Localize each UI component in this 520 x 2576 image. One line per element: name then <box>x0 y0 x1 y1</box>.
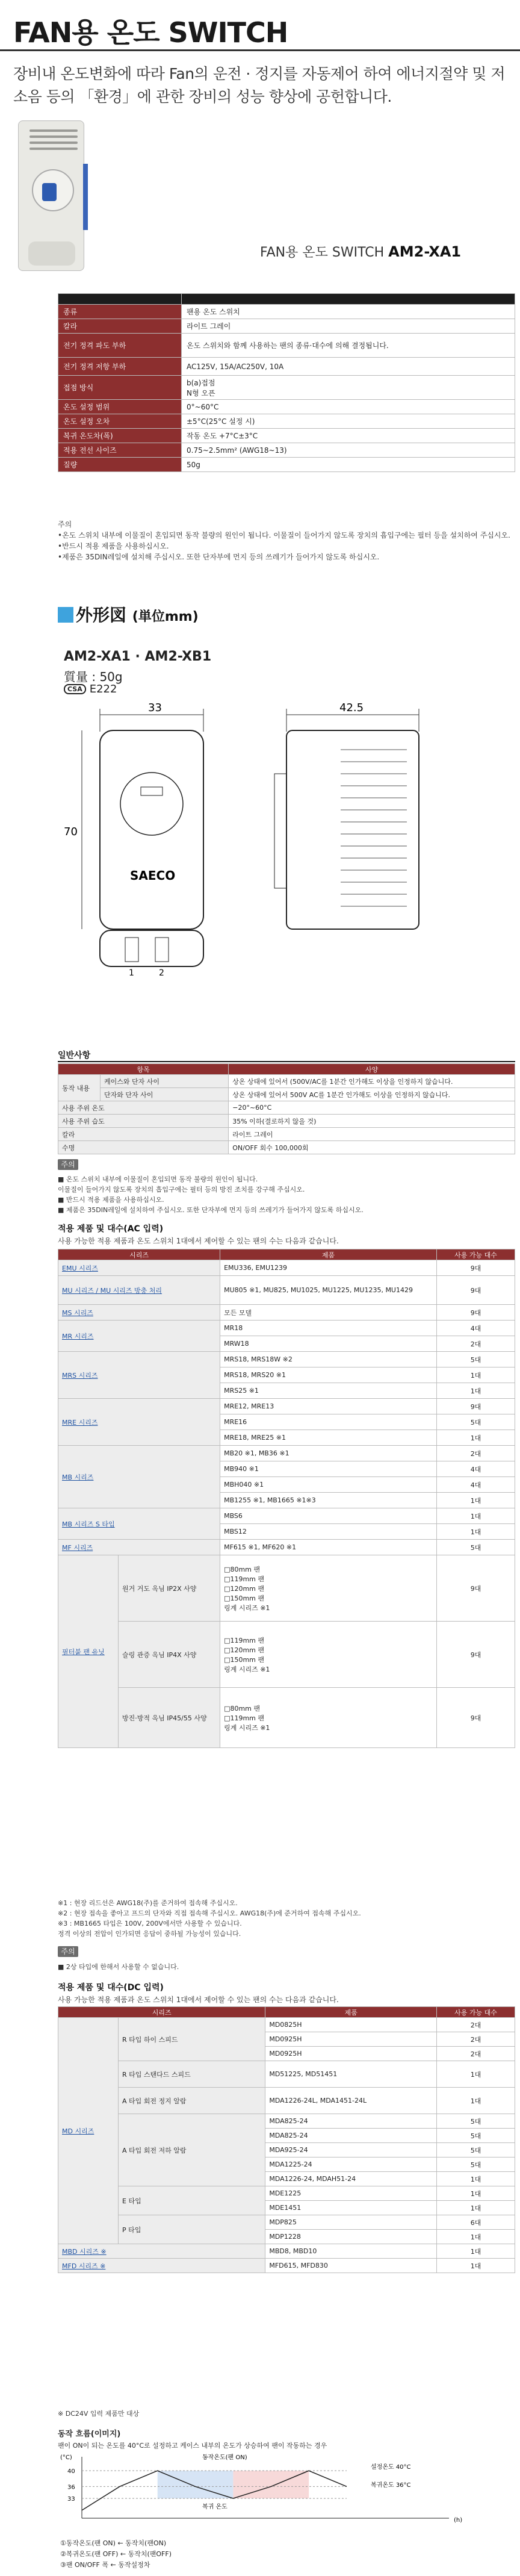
product-cell: MDE1451 <box>265 2201 437 2215</box>
product-cell: MRE18, MRE25 ※1 <box>220 1430 437 1446</box>
legend-item: ②복귀온도(팬 OFF) ← 동작치(팬OFF) <box>60 2550 172 2558</box>
table-row <box>58 2114 515 2129</box>
terminal-label-2: 2 <box>159 968 164 978</box>
vent-slot <box>29 135 78 138</box>
x-axis-label: (h) <box>454 2517 463 2524</box>
spec-value: 작동 온도 +7°C±3°C <box>182 429 515 443</box>
product-cell: MR18 <box>220 1321 437 1336</box>
series-link[interactable]: EMU 시리즈 <box>58 1260 220 1276</box>
caution-item: 이물질이 들어가지 않도록 장치의 흡입구에는 필터 등의 방진 조치를 강구해 주십시오. <box>58 1186 305 1193</box>
count-cell: 1대 <box>437 2230 515 2244</box>
spec-value: 라이트 그레이 <box>182 319 515 334</box>
count-cell: 9대 <box>437 1622 515 1688</box>
series-link[interactable]: MD 시리즈 <box>58 2018 119 2244</box>
product-cell: MBH040 ※1 <box>220 1477 437 1493</box>
count-cell: 1대 <box>437 2186 515 2201</box>
count-cell: 1대 <box>437 1524 515 1540</box>
series-link[interactable]: MFD 시리즈 ※ <box>58 2259 265 2273</box>
product-cell: MDA925-24 <box>265 2143 437 2158</box>
ac-caution-text: ■ 2상 타입에 한해서 사용할 수 없습니다. <box>58 1963 179 1971</box>
count-cell: 2대 <box>437 2032 515 2047</box>
caution-badge: 주의 <box>58 1159 78 1170</box>
group-cell: 방진·방적 옥님 IP45/55 사양 <box>119 1688 220 1748</box>
row-value: ON/OFF 회수 100,000회 <box>229 1141 515 1154</box>
row-value: 상온 상태에 있어서 500V AC를 1분간 인가해도 이상을 인정하지 않습니다. <box>229 1088 515 1101</box>
spec-key: 전기 정격 파도 부하 <box>58 334 182 358</box>
footnote: ※3 : MB1665 타입은 100V, 200V에서만 사용할 수 있습니다. <box>58 1920 242 1927</box>
col-header: 제품 <box>220 1249 437 1260</box>
series-link[interactable]: MF 시리즈 <box>58 1540 220 1555</box>
ac-subtitle: 사용 가능한 적용 제품과 온도 스위치 1대에서 제어할 수 있는 팬의 수는 다음과 같습니다. <box>58 1237 339 1245</box>
table-row <box>58 1352 515 1367</box>
height-label: 70 <box>64 826 78 838</box>
dimension-model: AM2-XA1 · AM2-XB1 <box>64 649 212 664</box>
product-item: □150mm 팬 <box>224 1655 265 1664</box>
vent-slot <box>29 142 78 144</box>
table-row <box>58 1540 515 1555</box>
spec-row <box>58 414 515 429</box>
product-cell: MRE12, MRE13 <box>220 1399 437 1414</box>
page-title: FAN용 온도 SWITCH <box>13 16 288 49</box>
count-cell: 5대 <box>437 2158 515 2172</box>
dc-table <box>58 2006 515 2273</box>
spec-table <box>58 293 515 472</box>
product-cell: MBD8, MBD10 <box>265 2244 437 2259</box>
chart-subtitle: 팬이 ON이 되는 온도를 40°C로 설정하고 케이스 내부의 온도가 상승하여 팬이 작동하는 경우 <box>58 2442 327 2450</box>
col-header: 사용 가능 대수 <box>437 1249 515 1260</box>
table-row <box>58 1555 515 1622</box>
table-header <box>58 2007 515 2018</box>
product-cell: MD51225, MD51451 <box>265 2061 437 2088</box>
table-row <box>58 1305 515 1321</box>
series-link[interactable]: MRE 시리즈 <box>58 1399 220 1446</box>
spec-value: 팬용 온도 스위치 <box>182 305 515 319</box>
product-cell: MDE1225 <box>265 2186 437 2201</box>
spec-key: 온도 설정 범위 <box>58 400 182 414</box>
dc-footnote: ※ DC24V 입력 제품만 대상 <box>58 2410 140 2418</box>
dimension-heading <box>58 602 199 626</box>
spec-value <box>182 376 515 400</box>
annotation: 설정온도 40°C <box>371 2464 411 2471</box>
spec-row <box>58 443 515 458</box>
table-row <box>58 1075 515 1088</box>
count-cell: 5대 <box>437 2143 515 2158</box>
row-value: 35% 이하(결로하지 않을 것) <box>229 1115 515 1128</box>
spec-value: 0.75~2.5mm² (AWG18~13) <box>182 443 515 458</box>
knob-icon <box>42 183 57 201</box>
row-key: 사용 주위 습도 <box>58 1115 229 1128</box>
product-cell: MDA1226-24, MDAH51-24 <box>265 2172 437 2186</box>
ac-table <box>58 1249 515 1748</box>
spec-key: 온도 설정 오차 <box>58 414 182 429</box>
spec-row <box>58 319 515 334</box>
vent-slot <box>29 129 78 132</box>
ac-footnotes <box>58 1898 515 1939</box>
dimension-drawing <box>58 702 479 978</box>
section-rule <box>58 1061 515 1062</box>
spec-value: AC125V, 15A/AC250V, 10A <box>182 358 515 376</box>
contact-type: b(a)접점 <box>187 378 215 387</box>
product-cell: MD0925H <box>265 2047 437 2061</box>
count-cell: 1대 <box>437 2088 515 2114</box>
product-cell: MDP1228 <box>265 2230 437 2244</box>
series-link[interactable]: MS 시리즈 <box>58 1305 220 1321</box>
product-cell: MD0925H <box>265 2032 437 2047</box>
table-row <box>58 1508 515 1524</box>
col-header: 시리즈 <box>58 1249 220 1260</box>
spec-key: 적용 전선 사이즈 <box>58 443 182 458</box>
note-item: •반드시 적용 제품을 사용하십시오. <box>58 542 169 550</box>
row-value: 상온 상태에 있어서 (500V/AC를 1분간 인가해도 이상을 인정하지 않습니다. <box>229 1075 515 1088</box>
fan-off-band <box>233 2471 309 2498</box>
spec-key: 복귀 온도차(폭) <box>58 429 182 443</box>
spec-row <box>58 400 515 414</box>
spec-key: 질량 <box>58 458 182 472</box>
product-item: □119mm 팬 <box>224 1575 265 1583</box>
product-cell: MB1255 ※1, MB1665 ※1※3 <box>220 1493 437 1508</box>
product-list <box>220 1555 437 1622</box>
product-item: □119mm 팬 <box>224 1714 265 1722</box>
count-cell: 1대 <box>437 2061 515 2088</box>
count-cell: 6대 <box>437 2215 515 2230</box>
row-group: 동작 내용 <box>58 1075 101 1101</box>
annotation: 복귀온도 36°C <box>371 2482 411 2489</box>
general-title: 일반사항 <box>58 1051 91 1060</box>
notes-label: 주의 <box>58 520 72 529</box>
table-row <box>58 2215 515 2230</box>
model-prefix: FAN용 온도 SWITCH <box>260 245 385 260</box>
model-number: AM2-XA1 <box>388 243 462 260</box>
cert-number: E222 <box>89 683 117 695</box>
count-cell: 9대 <box>437 1260 515 1276</box>
group-cell: E 타입 <box>119 2186 265 2215</box>
vent-slot <box>29 148 78 150</box>
count-cell: 9대 <box>437 1305 515 1321</box>
table-row <box>58 1141 515 1154</box>
table-row <box>58 1688 515 1748</box>
product-cell: MD0825H <box>265 2018 437 2032</box>
product-cell: MDA825-24 <box>265 2129 437 2143</box>
product-cell: MBS6 <box>220 1508 437 1524</box>
y-axis-label: (°C) <box>60 2454 72 2461</box>
product-item: 링계 시리즈 ※1 <box>224 1604 270 1612</box>
spec-head <box>58 294 515 305</box>
dc-subtitle: 사용 가능한 적용 제품과 온도 스위치 1대에서 제어할 수 있는 팬의 수는 다음과 같습니다. <box>58 1996 339 2004</box>
caution-badge: 주의 <box>58 1946 78 1957</box>
terminal-block <box>28 241 75 266</box>
table-row <box>58 1088 515 1101</box>
table-header <box>58 1064 515 1075</box>
brand-label: SAECO <box>130 868 176 883</box>
legend-item: ①동작온도(팬 ON) ← 동작치(팬ON) <box>60 2539 167 2547</box>
product-cell: MBS12 <box>220 1524 437 1540</box>
count-cell: 2대 <box>437 1336 515 1352</box>
table-row <box>58 2186 515 2201</box>
table-row <box>58 1260 515 1276</box>
count-cell: 1대 <box>437 2259 515 2273</box>
product-cell: EMU336, EMU1239 <box>220 1260 437 1276</box>
product-cell: MFD615, MFD830 <box>265 2259 437 2273</box>
product-cell: MRE16 <box>220 1414 437 1430</box>
terminal-label-1: 1 <box>129 968 134 978</box>
product-cell: MDA1225-24 <box>265 2158 437 2172</box>
note-item: •온도 스위치 내부에 이물질이 혼입되면 동작 불량의 원인이 됩니다. 이물질이 들어가지 않도록 장치의 흡입구에는 필터 등을 설치하여 주십시오. <box>58 531 510 540</box>
table-row <box>58 1128 515 1141</box>
product-cell: MDP825 <box>265 2215 437 2230</box>
table-header <box>58 1249 515 1260</box>
product-item: 링계 시리즈 ※1 <box>224 1665 270 1673</box>
table-row <box>58 2061 515 2088</box>
product-cell: MDA825-24 <box>265 2114 437 2129</box>
group-cell: P 타입 <box>119 2215 265 2244</box>
count-cell: 1대 <box>437 1383 515 1399</box>
spec-key: 종류 <box>58 305 182 319</box>
legend-item: ③팬 ON/OFF 폭 ← 동작설정차 <box>60 2561 150 2569</box>
table-row <box>58 2259 515 2273</box>
count-cell: 4대 <box>437 1321 515 1336</box>
group-cell: R 타입 하이 스피드 <box>119 2018 265 2061</box>
table-row <box>58 1115 515 1128</box>
terminal-outline <box>100 930 203 966</box>
caution-item: ■ 온도 스위치 내부에 이물질이 혼입되면 동작 불량의 원인이 됩니다. <box>58 1175 258 1183</box>
footnote: 정격 이상의 전압이 인가되면 응답이 중하될 가능성이 있습니다. <box>58 1930 241 1938</box>
product-item: 링계 시리즈 ※1 <box>224 1723 270 1732</box>
row-key: 단자와 단자 사이 <box>101 1088 229 1101</box>
count-cell: 4대 <box>437 1461 515 1477</box>
product-cell: 모든 모델 <box>220 1305 437 1321</box>
product-cell: MB20 ※1, MB36 ※1 <box>220 1446 437 1461</box>
footnote: ※1 : 현장 리드선은 AWG18(주)를 준거하여 접속해 주십시오. <box>58 1899 238 1907</box>
table-row <box>58 1622 515 1688</box>
product-item: □80mm 팬 <box>224 1565 261 1573</box>
table-row <box>58 2244 515 2259</box>
dc-title: 적용 제품 및 대수(DC 입력) <box>58 1983 164 1993</box>
group-cell: A 타입 회전 정지 알람 <box>119 2088 265 2114</box>
product-cell: MB940 ※1 <box>220 1461 437 1477</box>
product-cell: MDA1226-24L, MDA1451-24L <box>265 2088 437 2114</box>
product-cell: MRS18, MRS20 ※1 <box>220 1367 437 1383</box>
row-key: 수명 <box>58 1141 229 1154</box>
annotation: 복귀 온도 <box>202 2504 228 2510</box>
series-link[interactable]: MRS 시리즈 <box>58 1352 220 1399</box>
csa-logo-icon: CSA <box>64 684 86 694</box>
fan-on-band <box>158 2471 234 2498</box>
count-cell: 5대 <box>437 1414 515 1430</box>
count-cell: 9대 <box>437 1688 515 1748</box>
rail-clip-outline <box>274 774 286 888</box>
note-item: •제품은 35DIN레일에 설치해 주십시오. 또한 단자부에 먼지 등의 쓰레기가 들어가지 않도록 하십시오. <box>58 553 380 561</box>
spec-value: 50g <box>182 458 515 472</box>
contact-open: N형 오픈 <box>187 388 215 397</box>
chart-legend <box>60 2538 172 2571</box>
spec-value: 온도 스위치와 함께 사용하는 팬의 종류·대수에 의해 결정됩니다. <box>182 334 515 358</box>
table-row <box>58 1446 515 1461</box>
product-item: □120mm 팬 <box>224 1584 265 1593</box>
y-tick-label: 40 <box>67 2468 75 2475</box>
caution-item: ■ 제품은 35DIN레일에 설치하여 주십시오. 또한 단자부에 먼지 등의 쓰레기가 들어가지 않도록 하십시오. <box>58 1206 364 1214</box>
spec-key: 접점 방식 <box>58 376 182 400</box>
row-value: 라이트 그레이 <box>229 1128 515 1141</box>
product-item: □80mm 팬 <box>224 1704 261 1713</box>
spec-row <box>58 305 515 319</box>
product-cell: MRW18 <box>220 1336 437 1352</box>
rail-clip <box>83 164 88 230</box>
caution-item: ■ 반드시 적용 제품을 사용하십시오. <box>58 1196 164 1204</box>
product-cell: MU805 ※1, MU825, MU1025, MU1225, MU1235, MU1429 <box>220 1276 437 1305</box>
count-cell: 1대 <box>437 2244 515 2259</box>
table-row <box>58 1321 515 1336</box>
row-value: −20°~60°C <box>229 1101 515 1115</box>
count-cell: 9대 <box>437 1555 515 1622</box>
col-header: 항목 <box>58 1064 229 1075</box>
product-cell: MRS25 ※1 <box>220 1383 437 1399</box>
count-cell: 5대 <box>437 2129 515 2143</box>
count-cell: 1대 <box>437 1508 515 1524</box>
spec-value: 0°~60°C <box>182 400 515 414</box>
product-image <box>12 120 90 271</box>
front-outline <box>100 730 203 929</box>
product-cell: MF615 ※1, MF620 ※1 <box>220 1540 437 1555</box>
table-row <box>58 1399 515 1414</box>
count-cell: 1대 <box>437 1367 515 1383</box>
table-row <box>58 2018 515 2032</box>
spec-notes <box>58 519 515 562</box>
certification <box>64 683 117 695</box>
general-table <box>58 1063 515 1154</box>
product-cell: MRS18, MRS18W ※2 <box>220 1352 437 1367</box>
product-list <box>220 1688 437 1748</box>
spec-row <box>58 376 515 400</box>
dimension-weight: 質量 : 50g <box>64 670 123 684</box>
ac-title: 적용 제품 및 대수(AC 입력) <box>58 1224 164 1234</box>
table-row <box>58 1101 515 1115</box>
series-link[interactable]: MB 시리즈 S 타입 <box>58 1508 220 1540</box>
row-key: 사용 주위 온도 <box>58 1101 229 1115</box>
row-key: 칼라 <box>58 1128 229 1141</box>
count-cell: 1대 <box>437 2201 515 2215</box>
annotation: 동작온도(팬 ON) <box>202 2454 247 2461</box>
count-cell: 2대 <box>437 1446 515 1461</box>
series-link[interactable]: 필터붙 팬 유닛 <box>58 1555 119 1748</box>
series-link[interactable]: MR 시리즈 <box>58 1321 220 1352</box>
title-divider <box>0 49 520 51</box>
spec-value: ±5°C(25°C 설정 시) <box>182 414 515 429</box>
spec-row <box>58 334 515 358</box>
group-cell: R 타입 스탠다드 스피드 <box>119 2061 265 2088</box>
col-header: 시리즈 <box>58 2007 265 2018</box>
operation-chart <box>58 2451 479 2535</box>
series-link[interactable]: MBD 시리즈 ※ <box>58 2244 265 2259</box>
dimension-title: 外形図 <box>76 605 127 625</box>
product-list <box>220 1622 437 1688</box>
count-cell: 1대 <box>437 1493 515 1508</box>
count-cell: 2대 <box>437 2018 515 2032</box>
col-header: 제품 <box>265 2007 437 2018</box>
model-caption <box>260 242 461 261</box>
group-cell: A 타입 회전 저하 알람 <box>119 2114 265 2186</box>
depth-label: 42.5 <box>339 702 364 714</box>
group-cell: 원거 거도 옥님 IP2X 사양 <box>119 1555 220 1622</box>
count-cell: 1대 <box>437 2172 515 2186</box>
series-link[interactable]: MB 시리즈 <box>58 1446 220 1508</box>
count-cell: 5대 <box>437 1352 515 1367</box>
heading-marker-icon <box>58 607 73 623</box>
intro-text: 장비내 온도변화에 따라 Fan의 운전 · 정지를 자동제어 하여 에너지절약 및 저소음 등의 「환경」에 관한 장비의 성능 향상에 공헌합니다. <box>13 65 505 105</box>
y-tick-label: 33 <box>67 2496 75 2503</box>
count-cell: 5대 <box>437 1540 515 1555</box>
series-link[interactable]: MU 시리즈 / MU 시리즈 방충 처리 <box>58 1276 220 1305</box>
count-cell: 5대 <box>437 2114 515 2129</box>
general-cautions <box>58 1174 515 1215</box>
table-row <box>58 1276 515 1305</box>
count-cell: 1대 <box>437 1430 515 1446</box>
spec-row <box>58 429 515 443</box>
spec-row <box>58 358 515 376</box>
count-cell: 9대 <box>437 1399 515 1414</box>
footnote: ※2 : 현장 접속을 좋아고 프드의 단자와 직접 접속해 주십시오. AWG18(주)에 준거하여 접속해 주십시오. <box>58 1909 361 1917</box>
spec-key: 전기 정격 저항 부하 <box>58 358 182 376</box>
count-cell: 2대 <box>437 2047 515 2061</box>
product-item: □120mm 팬 <box>224 1646 265 1654</box>
spec-row <box>58 458 515 472</box>
col-header: 사양 <box>229 1064 515 1075</box>
product-item: □119mm 팬 <box>224 1636 265 1644</box>
dimension-unit: (単位mm) <box>132 609 199 624</box>
product-item: □150mm 팬 <box>224 1594 265 1602</box>
row-key: 케이스와 단자 사이 <box>101 1075 229 1088</box>
spec-key: 칼라 <box>58 319 182 334</box>
chart-title: 동작 흐름(이미지) <box>58 2430 121 2439</box>
side-outline <box>286 730 419 929</box>
table-row <box>58 2088 515 2114</box>
group-cell: 슬링 관증 옥님 IP4X 사양 <box>119 1622 220 1688</box>
count-cell: 9대 <box>437 1276 515 1305</box>
col-header: 사용 가능 대수 <box>437 2007 515 2018</box>
count-cell: 4대 <box>437 1477 515 1493</box>
width-label: 33 <box>148 702 162 714</box>
y-tick-label: 36 <box>67 2484 75 2491</box>
